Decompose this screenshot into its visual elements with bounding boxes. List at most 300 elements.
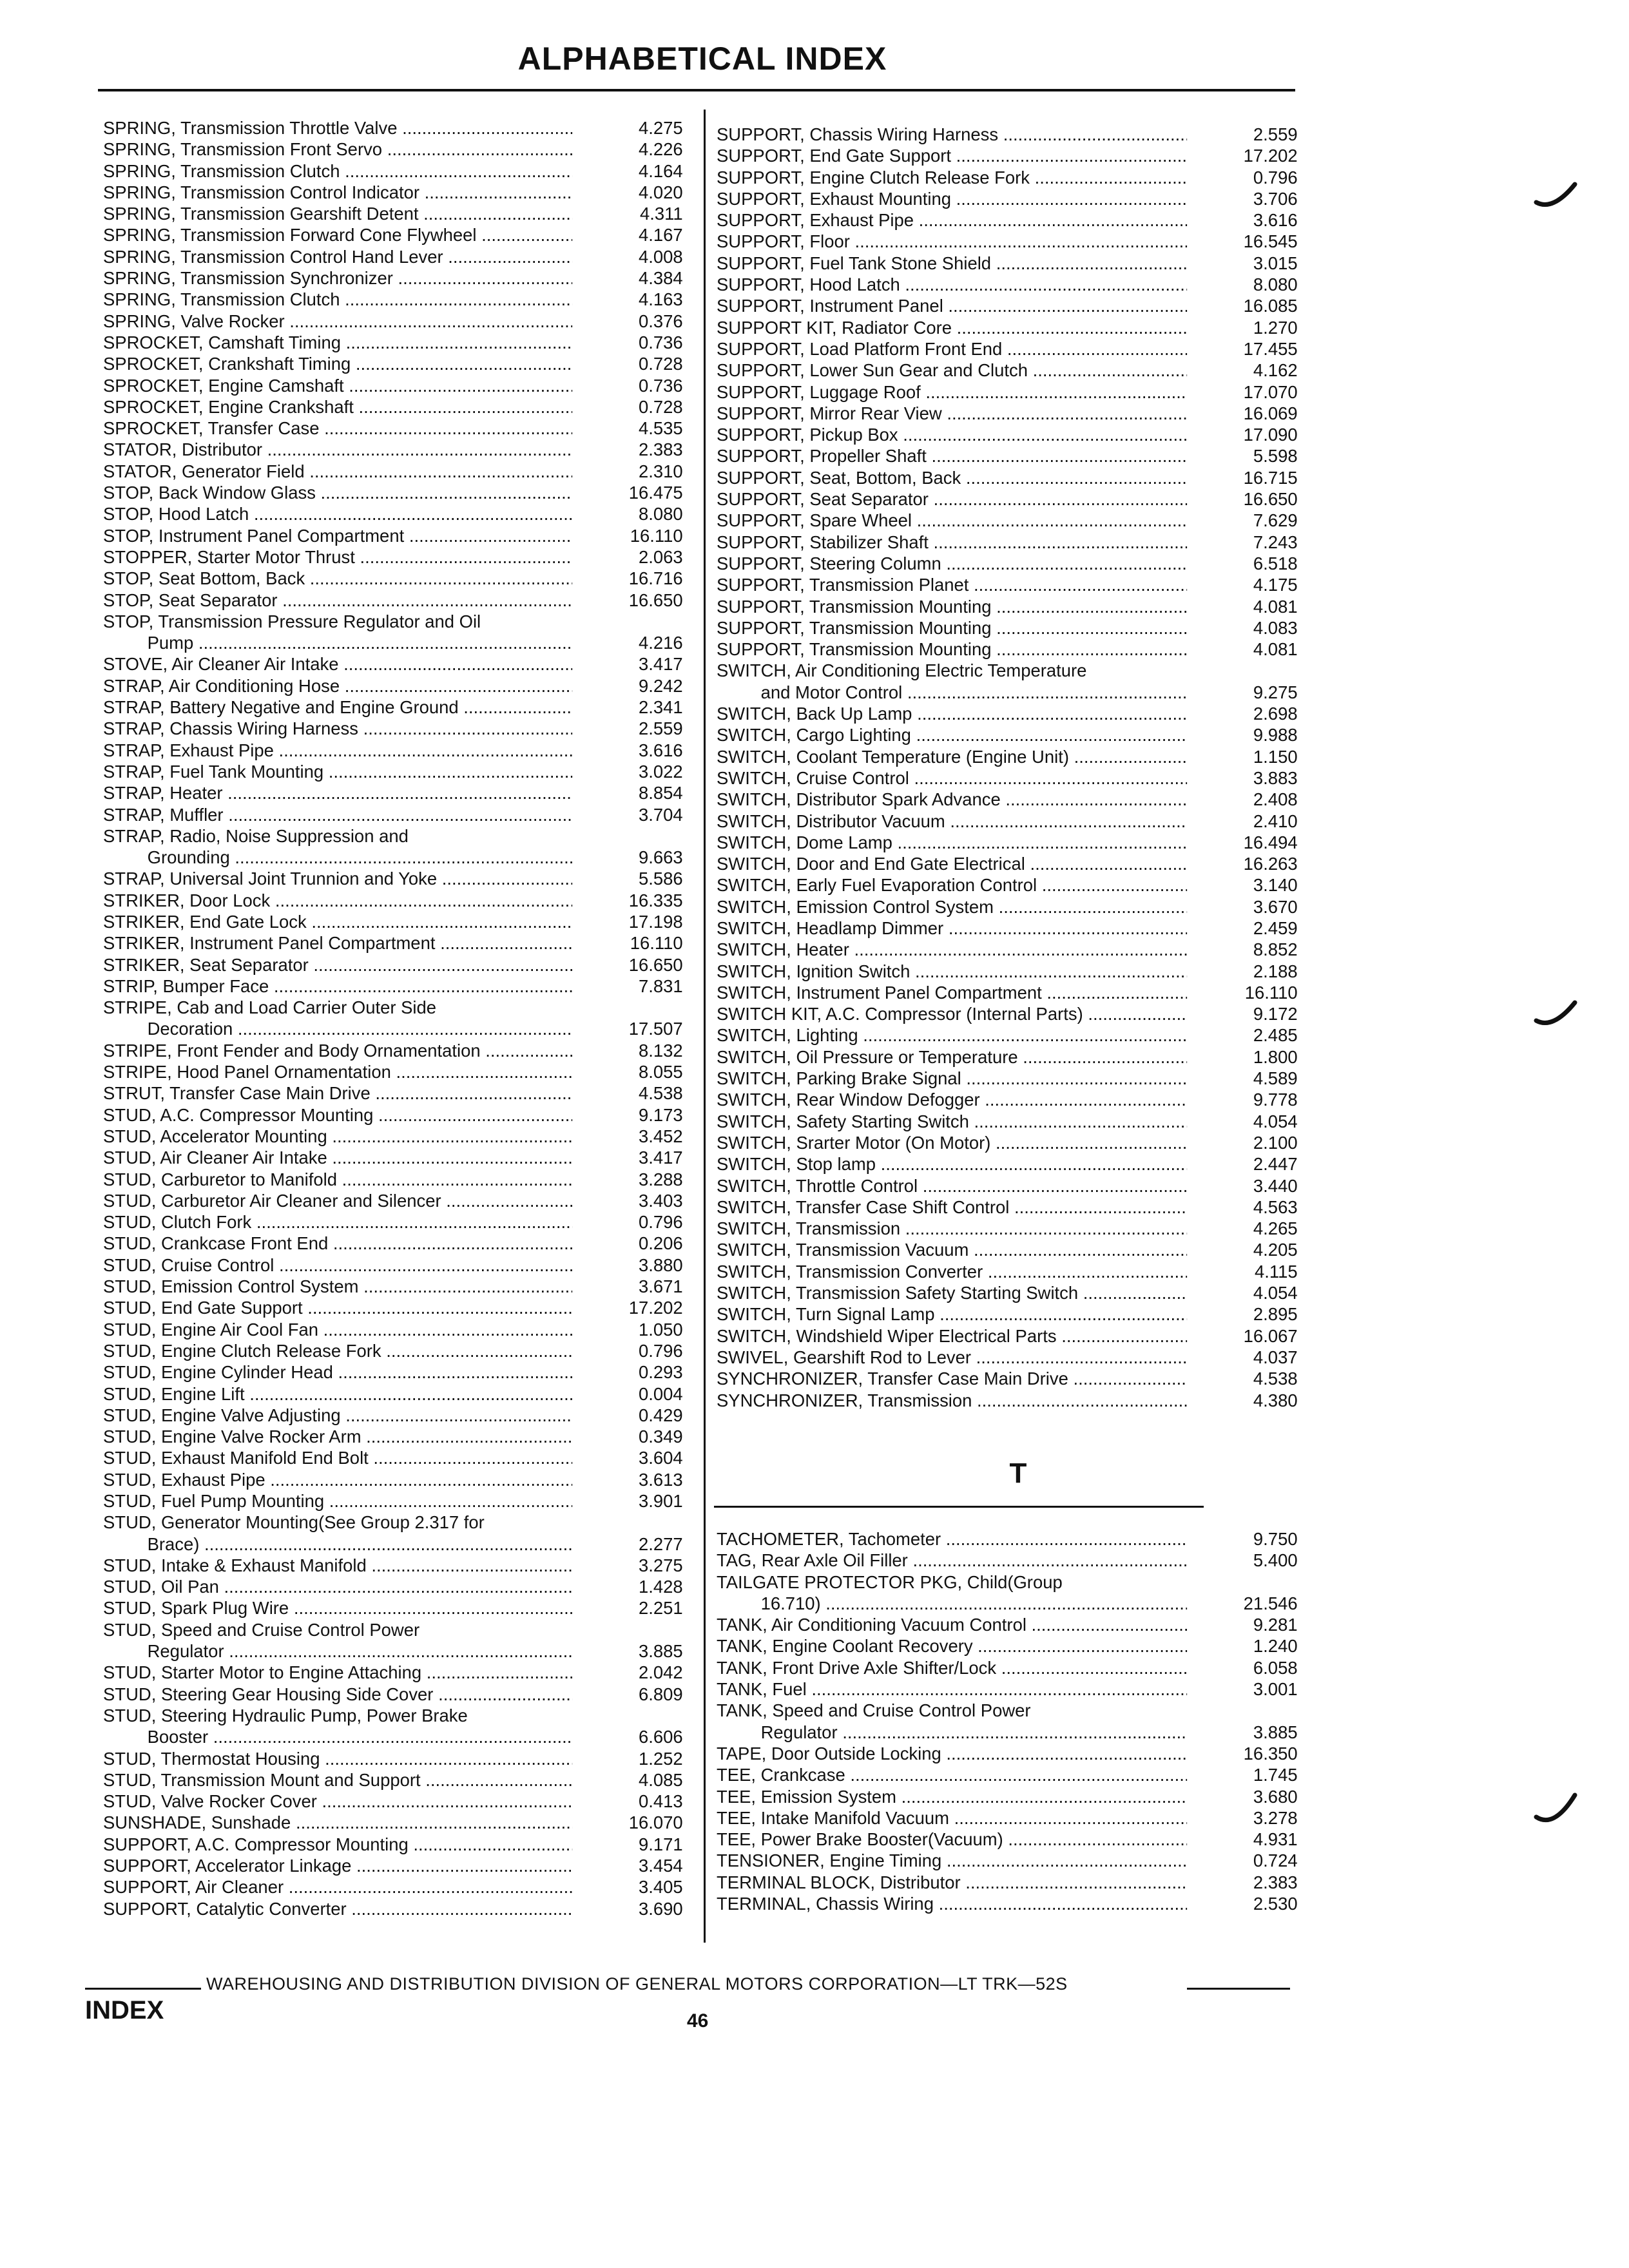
entry-name: SUPPORT, Propeller Shaft ..... bbox=[717, 445, 1187, 466]
entry-name: SPRING, Transmission Control Indicator ..... bbox=[103, 182, 572, 203]
index-entry bbox=[717, 231, 1298, 252]
entry-page: 3.140 bbox=[1253, 875, 1298, 896]
entry-name: SPRING, Transmission Throttle Valve ..... bbox=[103, 117, 572, 139]
entry-page: 4.538 bbox=[638, 1083, 683, 1104]
entry-page: 16.716 bbox=[628, 568, 683, 589]
index-entry-continuation bbox=[103, 632, 683, 653]
index-entry bbox=[717, 1743, 1298, 1764]
entry-name-continuation: Booster ..... bbox=[103, 1726, 572, 1747]
entry-name: STUD, Clutch Fork ..... bbox=[103, 1211, 572, 1233]
entry-name: STUD, Engine Cylinder Head ..... bbox=[103, 1361, 572, 1383]
index-entry bbox=[717, 961, 1298, 982]
entry-page: 2.042 bbox=[638, 1662, 683, 1683]
entry-name: STUD, Spark Plug Wire ..... bbox=[103, 1597, 572, 1619]
entry-page: 6.809 bbox=[638, 1684, 683, 1704]
index-entry bbox=[103, 1469, 683, 1490]
entry-name: SWITCH, Turn Signal Lamp ..... bbox=[717, 1303, 1187, 1325]
entry-name: SUPPORT, Transmission Mounting ..... bbox=[717, 596, 1187, 617]
entry-page: 16.110 bbox=[630, 525, 683, 546]
index-entry bbox=[103, 267, 683, 289]
entry-page: 16.263 bbox=[1243, 854, 1298, 874]
entry-page: 4.162 bbox=[1253, 360, 1298, 381]
entry-name: STATOR, Generator Field ..... bbox=[103, 461, 572, 482]
entry-name: SWITCH, Rear Window Defogger ..... bbox=[717, 1089, 1187, 1110]
entry-page: 16.085 bbox=[1243, 296, 1298, 316]
entry-name: STRIKER, Door Lock ..... bbox=[103, 890, 572, 911]
entry-page: 3.275 bbox=[638, 1555, 683, 1575]
index-entry bbox=[103, 353, 683, 374]
index-entry bbox=[103, 1619, 683, 1640]
entry-name: SWITCH, Early Fuel Evaporation Control ..... bbox=[717, 874, 1187, 896]
entry-page: 4.085 bbox=[638, 1769, 683, 1790]
entry-page: 4.589 bbox=[1253, 1068, 1298, 1089]
entry-name: SWITCH, Headlamp Dimmer ..... bbox=[717, 918, 1187, 939]
index-entry bbox=[717, 939, 1298, 960]
entry-page: 4.380 bbox=[1253, 1390, 1298, 1410]
index-entry bbox=[103, 246, 683, 267]
entry-page: 0.004 bbox=[638, 1383, 683, 1404]
entry-page: 4.535 bbox=[638, 418, 683, 439]
check-mark-icon bbox=[1534, 1791, 1579, 1830]
entry-name: SUPPORT, Load Platform Front End ..... bbox=[717, 338, 1187, 360]
index-entry bbox=[103, 139, 683, 160]
entry-name: STUD, Fuel Pump Mounting ..... bbox=[103, 1490, 572, 1512]
entry-name: SUPPORT, Steering Column ..... bbox=[717, 553, 1187, 574]
entry-page: 2.063 bbox=[638, 546, 683, 567]
entry-page: 4.081 bbox=[1253, 639, 1298, 660]
index-entry bbox=[103, 611, 683, 632]
index-entry bbox=[103, 911, 683, 932]
index-entry bbox=[717, 1132, 1298, 1153]
entry-name: SWITCH, Transmission Converter ..... bbox=[717, 1261, 1187, 1282]
index-entry bbox=[717, 1196, 1298, 1218]
index-entry bbox=[103, 332, 683, 353]
entry-name: STRAP, Exhaust Pipe ..... bbox=[103, 740, 572, 761]
index-entry bbox=[103, 804, 683, 825]
footer-rule bbox=[85, 1988, 201, 1990]
index-entry bbox=[103, 418, 683, 439]
entry-name: SUPPORT, Fuel Tank Stone Shield ..... bbox=[717, 253, 1187, 274]
index-entry bbox=[103, 525, 683, 546]
index-entry bbox=[717, 1089, 1298, 1110]
index-entry bbox=[103, 1812, 683, 1833]
entry-name: SUPPORT, Exhaust Pipe ..... bbox=[717, 209, 1187, 231]
entry-page: 0.293 bbox=[638, 1362, 683, 1383]
entry-page: 17.202 bbox=[1243, 146, 1298, 166]
index-entry bbox=[717, 1571, 1298, 1593]
entry-name: STUD, Carburetor to Manifold ..... bbox=[103, 1169, 572, 1190]
index-entry-continuation bbox=[103, 1018, 683, 1039]
entry-name: SWITCH, Transfer Case Shift Control ..... bbox=[717, 1196, 1187, 1218]
entry-name: STUD, Accelerator Mounting ..... bbox=[103, 1126, 572, 1147]
entry-name: SWITCH, Parking Brake Signal ..... bbox=[717, 1068, 1187, 1089]
entry-page: 3.706 bbox=[1253, 188, 1298, 209]
footer-section-label: INDEX bbox=[85, 1996, 164, 2024]
entry-page: 1.050 bbox=[638, 1319, 683, 1340]
entry-page: 0.206 bbox=[638, 1233, 683, 1254]
entry-name: STUD, Engine Valve Adjusting ..... bbox=[103, 1405, 572, 1426]
index-entry bbox=[717, 1024, 1298, 1046]
entry-name: SWITCH, Windshield Wiper Electrical Parts ..... bbox=[717, 1325, 1187, 1347]
index-entry bbox=[717, 1614, 1298, 1635]
entry-page: 16.067 bbox=[1243, 1325, 1298, 1346]
index-entry bbox=[717, 811, 1298, 832]
entry-page: 2.251 bbox=[638, 1598, 683, 1619]
entry-name: STUD, Exhaust Pipe ..... bbox=[103, 1469, 572, 1490]
entry-name: SWITCH, Safety Starting Switch ..... bbox=[717, 1111, 1187, 1132]
index-entry bbox=[717, 789, 1298, 810]
index-entry bbox=[717, 360, 1298, 381]
entry-page: 9.281 bbox=[1253, 1615, 1298, 1635]
entry-name: STOP, Hood Latch ..... bbox=[103, 503, 572, 524]
index-entry bbox=[103, 1898, 683, 1919]
index-entry bbox=[103, 890, 683, 911]
entry-page: 1.745 bbox=[1253, 1765, 1298, 1785]
index-entry bbox=[103, 1855, 683, 1876]
entry-name: SPRING, Transmission Synchronizer ..... bbox=[103, 267, 572, 289]
index-entry bbox=[103, 1254, 683, 1276]
index-entry bbox=[103, 590, 683, 611]
entry-page: 1.428 bbox=[638, 1577, 683, 1597]
index-entry bbox=[717, 553, 1298, 574]
entry-page: 2.341 bbox=[638, 697, 683, 718]
entry-name: SWITCH, Transmission Safety Starting Switch ..... bbox=[717, 1282, 1187, 1303]
index-entry bbox=[103, 203, 683, 224]
entry-page: 6.058 bbox=[1253, 1657, 1298, 1678]
index-entry bbox=[717, 510, 1298, 531]
entry-page: 3.616 bbox=[1253, 210, 1298, 231]
entry-name: TANK, Fuel ..... bbox=[717, 1678, 1187, 1700]
index-entry bbox=[103, 1512, 683, 1533]
index-entry bbox=[103, 1426, 683, 1447]
entry-name-continuation: Pump ..... bbox=[103, 632, 572, 653]
entry-page: 9.275 bbox=[1253, 682, 1298, 702]
entry-name: STRAP, Universal Joint Trunnion and Yoke ..... bbox=[103, 868, 572, 889]
entry-name: SPRING, Transmission Gearshift Detent ..... bbox=[103, 203, 572, 224]
entry-page: 5.586 bbox=[638, 869, 683, 889]
index-entry bbox=[717, 617, 1298, 639]
entry-page: 4.020 bbox=[638, 182, 683, 202]
index-entry bbox=[103, 1490, 683, 1512]
entry-name: STOP, Instrument Panel Compartment ..... bbox=[103, 525, 572, 546]
entry-name: STUD, Air Cleaner Air Intake ..... bbox=[103, 1147, 572, 1168]
index-entry bbox=[103, 954, 683, 975]
index-entry bbox=[103, 503, 683, 524]
entry-name: SUPPORT KIT, Radiator Core ..... bbox=[717, 317, 1187, 338]
entry-name: TACHOMETER, Tachometer ..... bbox=[717, 1528, 1187, 1550]
index-entry bbox=[103, 1340, 683, 1361]
entry-page: 4.115 bbox=[1254, 1261, 1298, 1282]
index-entry-continuation bbox=[717, 682, 1298, 703]
entry-page: 16.650 bbox=[1243, 489, 1298, 510]
entry-page: 4.226 bbox=[638, 139, 683, 160]
entry-page: 2.310 bbox=[638, 461, 683, 481]
entry-page: 2.188 bbox=[1253, 961, 1298, 981]
entry-name: STUD, Transmission Mount and Support ..... bbox=[103, 1769, 572, 1791]
entry-page: 21.546 bbox=[1243, 1593, 1298, 1613]
index-entry-continuation bbox=[103, 1533, 683, 1555]
index-entry bbox=[717, 896, 1298, 918]
entry-name: STUD, Exhaust Manifold End Bolt ..... bbox=[103, 1447, 572, 1468]
entry-page: 2.559 bbox=[1253, 124, 1298, 144]
entry-page: 8.080 bbox=[638, 504, 683, 524]
entry-page: 9.171 bbox=[638, 1834, 683, 1854]
entry-page: 6.518 bbox=[1253, 553, 1298, 573]
entry-name: SWITCH, Door and End Gate Electrical ..... bbox=[717, 853, 1187, 874]
index-entry bbox=[717, 574, 1298, 595]
index-entry bbox=[103, 997, 683, 1018]
entry-name: TAG, Rear Axle Oil Filler ..... bbox=[717, 1550, 1187, 1571]
entry-name: STOP, Transmission Pressure Regulator and Oil bbox=[103, 611, 481, 631]
index-entry bbox=[103, 1405, 683, 1426]
entry-name: SWITCH, Ignition Switch ..... bbox=[717, 961, 1187, 982]
entry-page: 0.728 bbox=[638, 354, 683, 374]
index-entry bbox=[103, 1576, 683, 1597]
index-entry bbox=[103, 546, 683, 568]
index-entry bbox=[717, 596, 1298, 617]
entry-name: SWITCH, Transmission ..... bbox=[717, 1218, 1187, 1239]
entry-name: SPROCKET, Transfer Case ..... bbox=[103, 418, 572, 439]
entry-name: SWITCH, Cruise Control ..... bbox=[717, 767, 1187, 789]
entry-page: 3.001 bbox=[1253, 1679, 1298, 1700]
entry-page: 8.132 bbox=[638, 1040, 683, 1061]
entry-page: 16.350 bbox=[1243, 1743, 1298, 1763]
entry-page: 17.198 bbox=[628, 911, 683, 932]
index-entry bbox=[717, 167, 1298, 188]
index-entry bbox=[103, 718, 683, 739]
entry-page: 4.164 bbox=[638, 160, 683, 181]
entry-name: STUD, Starter Motor to Engine Attaching ..... bbox=[103, 1662, 572, 1683]
check-mark-icon bbox=[1534, 180, 1579, 213]
entry-page: 4.538 bbox=[1253, 1369, 1298, 1389]
entry-page: 7.831 bbox=[638, 975, 683, 996]
entry-name: SWITCH, Oil Pressure or Temperature ..... bbox=[717, 1046, 1187, 1068]
index-entry bbox=[717, 1390, 1298, 1411]
entry-page: 1.240 bbox=[1253, 1636, 1298, 1657]
column-divider bbox=[704, 110, 706, 1943]
entry-name-continuation: Regulator ..... bbox=[103, 1640, 572, 1662]
entry-page: 2.530 bbox=[1253, 1894, 1298, 1914]
entry-name: STRAP, Chassis Wiring Harness ..... bbox=[103, 718, 572, 739]
entry-page: 3.690 bbox=[638, 1898, 683, 1919]
index-entry bbox=[717, 703, 1298, 724]
index-entry bbox=[717, 317, 1298, 338]
index-entry-continuation bbox=[103, 847, 683, 868]
entry-name: STRAP, Air Conditioning Hose ..... bbox=[103, 675, 572, 697]
entry-name: SUPPORT, Air Cleaner ..... bbox=[103, 1876, 572, 1898]
entry-page: 16.110 bbox=[630, 933, 683, 954]
entry-page: 3.901 bbox=[638, 1491, 683, 1511]
entry-page: 4.083 bbox=[1253, 617, 1298, 638]
index-entry bbox=[717, 403, 1298, 424]
entry-name: SPRING, Transmission Clutch ..... bbox=[103, 289, 572, 310]
index-entry bbox=[103, 1834, 683, 1855]
entry-page: 4.175 bbox=[1253, 575, 1298, 595]
entry-name: SWITCH, Instrument Panel Compartment ..... bbox=[717, 982, 1187, 1003]
entry-name: TANK, Air Conditioning Vacuum Control ..... bbox=[717, 1614, 1187, 1635]
entry-page: 0.796 bbox=[638, 1212, 683, 1233]
entry-name: SWITCH, Transmission Vacuum ..... bbox=[717, 1239, 1187, 1260]
entry-page: 3.670 bbox=[1253, 896, 1298, 917]
entry-name: SPROCKET, Engine Crankshaft ..... bbox=[103, 396, 572, 418]
entry-page: 2.383 bbox=[1253, 1872, 1298, 1892]
entry-name: SUPPORT, Pickup Box ..... bbox=[717, 424, 1187, 445]
entry-name: TAILGATE PROTECTOR PKG, Child(Group bbox=[717, 1571, 1063, 1592]
entry-page: 17.202 bbox=[628, 1298, 683, 1318]
page-number: 46 bbox=[687, 2010, 709, 2032]
index-entry bbox=[717, 445, 1298, 466]
index-entry bbox=[103, 1684, 683, 1705]
entry-page: 4.563 bbox=[1253, 1196, 1298, 1217]
entry-name: TEE, Emission System ..... bbox=[717, 1786, 1187, 1807]
index-entry bbox=[717, 145, 1298, 166]
entry-page: 4.216 bbox=[638, 633, 683, 653]
index-entry bbox=[717, 209, 1298, 231]
entry-page: 9.663 bbox=[638, 847, 683, 868]
index-entry bbox=[717, 1528, 1298, 1550]
index-entry bbox=[717, 488, 1298, 510]
entry-page: 16.069 bbox=[1243, 403, 1298, 423]
index-entry bbox=[717, 1303, 1298, 1325]
entry-page: 3.417 bbox=[638, 1148, 683, 1168]
index-entry bbox=[717, 874, 1298, 896]
entry-page: 1.150 bbox=[1253, 746, 1298, 767]
entry-page: 4.167 bbox=[638, 225, 683, 245]
entry-page: 4.205 bbox=[1253, 1240, 1298, 1260]
entry-name: SUPPORT, Catalytic Converter ..... bbox=[103, 1898, 572, 1919]
entry-name-continuation: and Motor Control ..... bbox=[717, 682, 1187, 703]
index-entry bbox=[717, 532, 1298, 553]
index-entry bbox=[103, 1126, 683, 1147]
entry-name: TANK, Engine Coolant Recovery ..... bbox=[717, 1635, 1187, 1657]
index-entry bbox=[103, 868, 683, 889]
entry-name: STRIKER, Seat Separator ..... bbox=[103, 954, 572, 975]
index-entry bbox=[717, 746, 1298, 767]
index-entry bbox=[717, 660, 1298, 681]
index-entry bbox=[103, 568, 683, 589]
index-entry bbox=[103, 1447, 683, 1468]
entry-name: STUD, Cruise Control ..... bbox=[103, 1254, 572, 1276]
entry-name-continuation: Grounding ..... bbox=[103, 847, 572, 868]
entry-page: 2.408 bbox=[1253, 789, 1298, 810]
index-entry bbox=[717, 1218, 1298, 1239]
index-entry bbox=[717, 1657, 1298, 1678]
index-entry bbox=[717, 1175, 1298, 1196]
entry-name: SWITCH, Emission Control System ..... bbox=[717, 896, 1187, 918]
entry-page: 0.376 bbox=[638, 311, 683, 331]
index-entry bbox=[103, 740, 683, 761]
entry-name: STRIPE, Cab and Load Carrier Outer Side bbox=[103, 997, 437, 1018]
entry-page: 16.715 bbox=[1243, 467, 1298, 488]
index-entry bbox=[717, 1347, 1298, 1368]
index-entry bbox=[103, 1555, 683, 1576]
index-entry bbox=[103, 1791, 683, 1812]
entry-name: SUPPORT, Mirror Rear View ..... bbox=[717, 403, 1187, 424]
index-entry bbox=[717, 124, 1298, 145]
entry-name: SWITCH KIT, A.C. Compressor (Internal Parts) ..... bbox=[717, 1003, 1187, 1024]
entry-name: STOP, Seat Bottom, Back ..... bbox=[103, 568, 572, 589]
entry-name: SUPPORT, Floor ..... bbox=[717, 231, 1187, 252]
index-entry bbox=[717, 724, 1298, 745]
entry-name: TAPE, Door Outside Locking ..... bbox=[717, 1743, 1187, 1764]
entry-page: 1.252 bbox=[638, 1748, 683, 1769]
entry-name: SYNCHRONIZER, Transmission ..... bbox=[717, 1390, 1187, 1411]
entry-name: STUD, Intake & Exhaust Manifold ..... bbox=[103, 1555, 572, 1576]
entry-name: STRIP, Bumper Face ..... bbox=[103, 975, 572, 997]
entry-name: SPRING, Valve Rocker ..... bbox=[103, 311, 572, 332]
entry-name: SUPPORT, Instrument Panel ..... bbox=[717, 295, 1187, 316]
entry-page: 2.895 bbox=[1253, 1304, 1298, 1325]
entry-name: STRUT, Transfer Case Main Drive ..... bbox=[103, 1082, 572, 1104]
index-entry bbox=[717, 1046, 1298, 1068]
entry-name: SUPPORT, Chassis Wiring Harness ..... bbox=[717, 124, 1187, 145]
entry-page: 5.400 bbox=[1253, 1550, 1298, 1571]
entry-page: 9.778 bbox=[1253, 1090, 1298, 1110]
index-entry bbox=[103, 825, 683, 847]
index-entry bbox=[717, 639, 1298, 660]
entry-page: 2.410 bbox=[1253, 811, 1298, 831]
entry-name-continuation: 16.710) ..... bbox=[717, 1593, 1187, 1614]
page-title: ALPHABETICAL INDEX bbox=[517, 41, 887, 77]
entry-page: 1.270 bbox=[1253, 317, 1298, 338]
entry-name-continuation: Brace) ..... bbox=[103, 1533, 572, 1555]
entry-page: 7.243 bbox=[1253, 532, 1298, 552]
index-entry bbox=[103, 1104, 683, 1126]
entry-page: 2.698 bbox=[1253, 704, 1298, 724]
entry-page: 3.613 bbox=[638, 1469, 683, 1490]
entry-page: 17.507 bbox=[628, 1019, 683, 1039]
index-entry bbox=[103, 182, 683, 203]
entry-page: 16.494 bbox=[1243, 832, 1298, 852]
entry-name: TEE, Intake Manifold Vacuum ..... bbox=[717, 1807, 1187, 1829]
entry-page: 3.405 bbox=[638, 1877, 683, 1898]
entry-name: TENSIONER, Engine Timing ..... bbox=[717, 1850, 1187, 1871]
index-entry-continuation bbox=[103, 1640, 683, 1662]
entry-name: SUPPORT, Transmission Mounting ..... bbox=[717, 639, 1187, 660]
index-entry bbox=[717, 1282, 1298, 1303]
index-entry bbox=[103, 311, 683, 332]
index-entry bbox=[717, 1550, 1298, 1571]
entry-name: SUPPORT, Seat, Bottom, Back ..... bbox=[717, 467, 1187, 488]
entry-page: 3.604 bbox=[638, 1448, 683, 1468]
entry-page: 3.885 bbox=[638, 1641, 683, 1662]
entry-page: 0.796 bbox=[638, 1340, 683, 1361]
entry-name: STUD, Thermostat Housing ..... bbox=[103, 1748, 572, 1769]
entry-page: 4.163 bbox=[638, 289, 683, 310]
index-entry bbox=[103, 1748, 683, 1769]
entry-name: STUD, Oil Pan ..... bbox=[103, 1576, 572, 1597]
entry-name: SUNSHADE, Sunshade ..... bbox=[103, 1812, 572, 1833]
entry-page: 16.335 bbox=[628, 890, 683, 910]
entry-name: SUPPORT, Stabilizer Shaft ..... bbox=[717, 532, 1187, 553]
entry-name: STUD, A.C. Compressor Mounting ..... bbox=[103, 1104, 572, 1126]
entry-page: 4.275 bbox=[638, 118, 683, 138]
entry-name: STOP, Seat Separator ..... bbox=[103, 590, 572, 611]
entry-page: 3.680 bbox=[1253, 1786, 1298, 1807]
index-entry bbox=[717, 188, 1298, 209]
index-entry bbox=[103, 1040, 683, 1061]
index-entry bbox=[103, 932, 683, 954]
entry-page: 3.616 bbox=[638, 740, 683, 760]
entry-page: 4.054 bbox=[1253, 1283, 1298, 1303]
entry-page: 2.447 bbox=[1253, 1154, 1298, 1175]
entry-page: 17.090 bbox=[1243, 425, 1298, 445]
entry-page: 4.384 bbox=[638, 268, 683, 289]
entry-name-continuation: Decoration ..... bbox=[103, 1018, 572, 1039]
entry-page: 3.440 bbox=[1253, 1175, 1298, 1196]
index-entry bbox=[717, 832, 1298, 853]
entry-name: SUPPORT, Transmission Planet ..... bbox=[717, 574, 1187, 595]
